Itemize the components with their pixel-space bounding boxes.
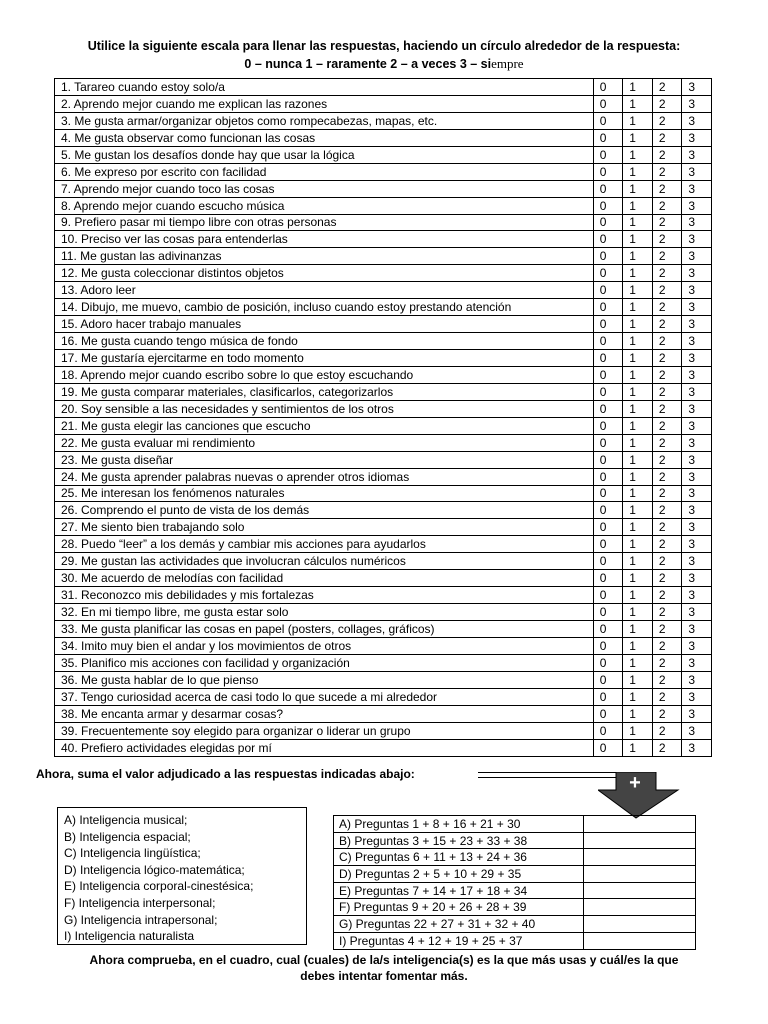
answer-option-0[interactable]: 0: [593, 688, 623, 705]
question-row: [55, 79, 712, 96]
question-text: 5. Me gustan los desafíos donde hay que usar la lógica: [55, 146, 594, 163]
answer-option-3[interactable]: 3: [682, 248, 712, 265]
question-row: [55, 519, 712, 536]
answer-option-3[interactable]: 3: [682, 350, 712, 367]
answer-option-0[interactable]: 0: [593, 350, 623, 367]
answer-option-0[interactable]: 0: [593, 451, 623, 468]
question-text: 37. Tengo curiosidad acerca de casi todo lo que sucede a mi alrededor: [55, 688, 594, 705]
answer-option-0[interactable]: 0: [593, 570, 623, 587]
answer-option-3[interactable]: 3: [682, 282, 712, 299]
answer-option-0[interactable]: 0: [593, 519, 623, 536]
sum-row: [334, 866, 696, 883]
scale-legend-tail: empre: [491, 56, 524, 71]
sum-result-cell[interactable]: [584, 916, 696, 933]
question-row: [55, 705, 712, 722]
answer-option-3[interactable]: 3: [682, 739, 712, 756]
question-text: 4. Me gusta observar como funcionan las cosas: [55, 129, 594, 146]
question-text: 10. Preciso ver las cosas para entenderlas: [55, 231, 594, 248]
question-row: [55, 316, 712, 333]
answer-option-0[interactable]: 0: [593, 214, 623, 231]
answer-option-1[interactable]: 1: [623, 316, 653, 333]
question-row: [55, 383, 712, 400]
sum-formula: A) Preguntas 1 + 8 + 16 + 21 + 30: [334, 816, 584, 833]
question-row: [55, 231, 712, 248]
sums-table: [333, 815, 696, 950]
answer-option-0[interactable]: 0: [593, 587, 623, 604]
answer-option-1[interactable]: 1: [623, 671, 653, 688]
answer-option-3[interactable]: 3: [682, 400, 712, 417]
answer-option-0[interactable]: 0: [593, 231, 623, 248]
scale-legend: [20, 55, 748, 73]
question-row: [55, 333, 712, 350]
sum-formula: B) Preguntas 3 + 15 + 23 + 33 + 38: [334, 832, 584, 849]
question-text: 16. Me gusta cuando tengo música de fondo: [55, 333, 594, 350]
sum-formula: F) Preguntas 9 + 20 + 26 + 28 + 39: [334, 899, 584, 916]
question-text: 31. Reconozco mis debilidades y mis fortalezas: [55, 587, 594, 604]
answer-option-3[interactable]: 3: [682, 95, 712, 112]
answer-option-3[interactable]: 3: [682, 299, 712, 316]
scale-legend-main: 0 – nunca 1 – raramente 2 – a veces 3 – si: [244, 57, 492, 71]
answer-option-3[interactable]: 3: [682, 316, 712, 333]
answer-option-2[interactable]: 2: [652, 366, 682, 383]
answer-option-2[interactable]: 2: [652, 553, 682, 570]
question-row: [55, 587, 712, 604]
answer-option-0[interactable]: 0: [593, 739, 623, 756]
question-text: 3. Me gusta armar/organizar objetos como rompecabezas, mapas, etc.: [55, 112, 594, 129]
answer-option-2[interactable]: 2: [652, 637, 682, 654]
answer-option-1[interactable]: 1: [623, 350, 653, 367]
answer-option-1[interactable]: 1: [623, 129, 653, 146]
question-text: 13. Adoro leer: [55, 282, 594, 299]
answer-option-3[interactable]: 3: [682, 451, 712, 468]
answer-option-2[interactable]: 2: [652, 502, 682, 519]
answer-option-2[interactable]: 2: [652, 383, 682, 400]
question-row: [55, 502, 712, 519]
answer-option-1[interactable]: 1: [623, 587, 653, 604]
question-row: [55, 688, 712, 705]
answer-option-3[interactable]: 3: [682, 722, 712, 739]
question-text: 28. Puedo “leer” a los demás y cambiar mis acciones para ayudarlos: [55, 536, 594, 553]
question-row: [55, 146, 712, 163]
answer-option-1[interactable]: 1: [623, 400, 653, 417]
answer-option-1[interactable]: 1: [623, 180, 653, 197]
questionnaire-table: [54, 78, 712, 757]
answer-option-2[interactable]: 2: [652, 400, 682, 417]
question-text: 36. Me gusta hablar de lo que pienso: [55, 671, 594, 688]
answer-option-0[interactable]: 0: [593, 637, 623, 654]
answer-option-2[interactable]: 2: [652, 316, 682, 333]
question-row: [55, 197, 712, 214]
answer-option-3[interactable]: 3: [682, 654, 712, 671]
question-row: [55, 739, 712, 756]
answer-option-2[interactable]: 2: [652, 214, 682, 231]
answer-option-2[interactable]: 2: [652, 417, 682, 434]
answer-option-3[interactable]: 3: [682, 265, 712, 282]
sum-result-cell[interactable]: [584, 899, 696, 916]
answer-option-0[interactable]: 0: [593, 502, 623, 519]
answer-option-1[interactable]: 1: [623, 366, 653, 383]
question-text: 12. Me gusta coleccionar distintos objetos: [55, 265, 594, 282]
question-text: 6. Me expreso por escrito con facilidad: [55, 163, 594, 180]
answer-option-3[interactable]: 3: [682, 197, 712, 214]
answer-option-3[interactable]: 3: [682, 637, 712, 654]
sum-result-cell[interactable]: [584, 849, 696, 866]
question-text: 33. Me gusta planificar las cosas en papel (posters, collages, gráficos): [55, 621, 594, 638]
question-text: 35. Planifico mis acciones con facilidad y organización: [55, 654, 594, 671]
sum-formula: G) Preguntas 22 + 27 + 31 + 32 + 40: [334, 916, 584, 933]
intelligence-item: C) Inteligencia lingüística;: [64, 846, 201, 861]
answer-option-2[interactable]: 2: [652, 570, 682, 587]
question-text: 9. Prefiero pasar mi tiempo libre con otras personas: [55, 214, 594, 231]
sum-instruction: Ahora, suma el valor adjudicado a las respuestas indicadas abajo:: [36, 767, 415, 781]
sum-row: [334, 932, 696, 949]
answer-option-2[interactable]: 2: [652, 248, 682, 265]
answer-option-1[interactable]: 1: [623, 553, 653, 570]
sum-result-cell[interactable]: [584, 932, 696, 949]
answer-option-2[interactable]: 2: [652, 671, 682, 688]
question-text: 18. Aprendo mejor cuando escribo sobre lo que estoy escuchando: [55, 366, 594, 383]
answer-option-0[interactable]: 0: [593, 417, 623, 434]
question-text: 25. Me interesan los fenómenos naturales: [55, 485, 594, 502]
sum-row: [334, 899, 696, 916]
answer-option-0[interactable]: 0: [593, 383, 623, 400]
question-row: [55, 163, 712, 180]
closing-line-2: debes intentar fomentar más.: [300, 969, 468, 983]
answer-option-0[interactable]: 0: [593, 485, 623, 502]
question-row: [55, 671, 712, 688]
closing-line-1: Ahora comprueba, en el cuadro, cual (cuales) de la/s inteligencia(s) es la que más usas y cuál/es la que: [89, 953, 679, 967]
answer-option-3[interactable]: 3: [682, 366, 712, 383]
answer-option-1[interactable]: 1: [623, 333, 653, 350]
answer-option-0[interactable]: 0: [593, 400, 623, 417]
question-row: [55, 95, 712, 112]
answer-option-1[interactable]: 1: [623, 536, 653, 553]
answer-option-2[interactable]: 2: [652, 485, 682, 502]
question-row: [55, 112, 712, 129]
answer-option-1[interactable]: 1: [623, 214, 653, 231]
answer-option-0[interactable]: 0: [593, 112, 623, 129]
question-text: 34. Imito muy bien el andar y los movimientos de otros: [55, 637, 594, 654]
answer-option-3[interactable]: 3: [682, 553, 712, 570]
answer-option-3[interactable]: 3: [682, 502, 712, 519]
question-text: 26. Comprendo el punto de vista de los demás: [55, 502, 594, 519]
question-row: [55, 468, 712, 485]
answer-option-2[interactable]: 2: [652, 350, 682, 367]
question-text: 39. Frecuentemente soy elegido para organizar o liderar un grupo: [55, 722, 594, 739]
question-row: [55, 434, 712, 451]
question-text: 1. Tarareo cuando estoy solo/a: [55, 79, 594, 96]
answer-option-1[interactable]: 1: [623, 451, 653, 468]
answer-option-3[interactable]: 3: [682, 163, 712, 180]
answer-option-3[interactable]: 3: [682, 604, 712, 621]
question-row: [55, 129, 712, 146]
answer-option-3[interactable]: 3: [682, 417, 712, 434]
answer-option-1[interactable]: 1: [623, 654, 653, 671]
answer-option-1[interactable]: 1: [623, 722, 653, 739]
answer-option-2[interactable]: 2: [652, 231, 682, 248]
question-text: 38. Me encanta armar y desarmar cosas?: [55, 705, 594, 722]
answer-option-2[interactable]: 2: [652, 95, 682, 112]
sum-result-cell[interactable]: [584, 882, 696, 899]
question-text: 17. Me gustaría ejercitarme en todo momento: [55, 350, 594, 367]
intelligence-item: G) Inteligencia intrapersonal;: [64, 912, 218, 927]
answer-option-2[interactable]: 2: [652, 451, 682, 468]
answer-option-0[interactable]: 0: [593, 180, 623, 197]
answer-option-3[interactable]: 3: [682, 688, 712, 705]
answer-option-1[interactable]: 1: [623, 231, 653, 248]
sum-row: [334, 816, 696, 833]
answer-option-1[interactable]: 1: [623, 621, 653, 638]
question-text: 27. Me siento bien trabajando solo: [55, 519, 594, 536]
answer-option-0[interactable]: 0: [593, 621, 623, 638]
answer-option-1[interactable]: 1: [623, 163, 653, 180]
question-row: [55, 637, 712, 654]
sum-row: [334, 882, 696, 899]
answer-option-0[interactable]: 0: [593, 366, 623, 383]
question-row: [55, 451, 712, 468]
answer-option-0[interactable]: 0: [593, 265, 623, 282]
answer-option-0[interactable]: 0: [593, 553, 623, 570]
question-text: 22. Me gusta evaluar mi rendimiento: [55, 434, 594, 451]
answer-option-0[interactable]: 0: [593, 146, 623, 163]
question-row: [55, 299, 712, 316]
answer-option-3[interactable]: 3: [682, 570, 712, 587]
sum-row: [334, 849, 696, 866]
answer-option-1[interactable]: 1: [623, 146, 653, 163]
answer-option-2[interactable]: 2: [652, 705, 682, 722]
question-row: [55, 400, 712, 417]
answer-option-0[interactable]: 0: [593, 316, 623, 333]
answer-option-1[interactable]: 1: [623, 197, 653, 214]
intelligence-item: B) Inteligencia espacial;: [64, 829, 191, 844]
answer-option-1[interactable]: 1: [623, 637, 653, 654]
sum-result-cell[interactable]: [584, 816, 696, 833]
question-text: 21. Me gusta elegir las canciones que escucho: [55, 417, 594, 434]
intelligence-item: F) Inteligencia interpersonal;: [64, 895, 216, 910]
sum-formula: C) Preguntas 6 + 11 + 13 + 24 + 36: [334, 849, 584, 866]
answer-option-0[interactable]: 0: [593, 434, 623, 451]
question-text: 20. Soy sensible a las necesidades y sentimientos de los otros: [55, 400, 594, 417]
answer-option-3[interactable]: 3: [682, 214, 712, 231]
intelligence-item: E) Inteligencia corporal-cinestésica;: [64, 879, 254, 894]
answer-option-0[interactable]: 0: [593, 282, 623, 299]
answer-option-3[interactable]: 3: [682, 79, 712, 96]
answer-option-2[interactable]: 2: [652, 79, 682, 96]
question-row: [55, 282, 712, 299]
question-row: [55, 214, 712, 231]
question-row: [55, 536, 712, 553]
answer-option-1[interactable]: 1: [623, 383, 653, 400]
answer-option-0[interactable]: 0: [593, 129, 623, 146]
sum-result-cell[interactable]: [584, 866, 696, 883]
answer-option-2[interactable]: 2: [652, 265, 682, 282]
answer-option-2[interactable]: 2: [652, 688, 682, 705]
answer-option-3[interactable]: 3: [682, 705, 712, 722]
answer-option-3[interactable]: 3: [682, 536, 712, 553]
question-row: [55, 621, 712, 638]
answer-option-0[interactable]: 0: [593, 722, 623, 739]
answer-option-0[interactable]: 0: [593, 536, 623, 553]
answer-option-3[interactable]: 3: [682, 129, 712, 146]
answer-option-1[interactable]: 1: [623, 434, 653, 451]
question-row: [55, 366, 712, 383]
question-row: [55, 722, 712, 739]
answer-option-3[interactable]: 3: [682, 146, 712, 163]
question-row: [55, 604, 712, 621]
answer-option-2[interactable]: 2: [652, 519, 682, 536]
answer-option-1[interactable]: 1: [623, 502, 653, 519]
answer-option-0[interactable]: 0: [593, 197, 623, 214]
question-row: [55, 350, 712, 367]
intelligence-item: I) Inteligencia naturalista: [64, 929, 195, 944]
question-text: 32. En mi tiempo libre, me gusta estar solo: [55, 604, 594, 621]
answer-option-3[interactable]: 3: [682, 485, 712, 502]
answer-option-3[interactable]: 3: [682, 621, 712, 638]
down-arrow-icon: [598, 772, 680, 820]
answer-option-2[interactable]: 2: [652, 604, 682, 621]
answer-option-1[interactable]: 1: [623, 570, 653, 587]
answer-option-3[interactable]: 3: [682, 519, 712, 536]
answer-option-3[interactable]: 3: [682, 112, 712, 129]
answer-option-2[interactable]: 2: [652, 146, 682, 163]
answer-option-1[interactable]: 1: [623, 79, 653, 96]
answer-option-0[interactable]: 0: [593, 299, 623, 316]
sum-row: [334, 832, 696, 849]
answer-option-0[interactable]: 0: [593, 468, 623, 485]
question-row: [55, 570, 712, 587]
question-text: 8. Aprendo mejor cuando escucho música: [55, 197, 594, 214]
answer-option-0[interactable]: 0: [593, 333, 623, 350]
answer-option-2[interactable]: 2: [652, 129, 682, 146]
answer-option-1[interactable]: 1: [623, 417, 653, 434]
answer-option-3[interactable]: 3: [682, 468, 712, 485]
answer-option-2[interactable]: 2: [652, 197, 682, 214]
question-row: [55, 553, 712, 570]
question-row: [55, 248, 712, 265]
answer-option-0[interactable]: 0: [593, 79, 623, 96]
answer-option-1[interactable]: 1: [623, 282, 653, 299]
answer-option-2[interactable]: 2: [652, 654, 682, 671]
answer-option-2[interactable]: 2: [652, 722, 682, 739]
answer-option-1[interactable]: 1: [623, 705, 653, 722]
question-text: 24. Me gusta aprender palabras nuevas o aprender otros idiomas: [55, 468, 594, 485]
question-text: 15. Adoro hacer trabajo manuales: [55, 316, 594, 333]
question-row: [55, 485, 712, 502]
sum-formula: D) Preguntas 2 + 5 + 10 + 29 + 35: [334, 866, 584, 883]
answer-option-2[interactable]: 2: [652, 434, 682, 451]
intelligence-item: D) Inteligencia lógico-matemática;: [64, 862, 245, 877]
answer-option-1[interactable]: 1: [623, 299, 653, 316]
question-row: [55, 265, 712, 282]
answer-option-3[interactable]: 3: [682, 231, 712, 248]
question-text: 30. Me acuerdo de melodías con facilidad: [55, 570, 594, 587]
question-text: 14. Dibujo, me muevo, cambio de posición, incluso cuando estoy prestando atención: [55, 299, 594, 316]
question-text: 40. Prefiero actividades elegidas por mí: [55, 739, 594, 756]
question-text: 11. Me gustan las adivinanzas: [55, 248, 594, 265]
question-text: 2. Aprendo mejor cuando me explican las razones: [55, 95, 594, 112]
question-row: [55, 654, 712, 671]
question-row: [55, 180, 712, 197]
sum-formula: I) Preguntas 4 + 12 + 19 + 25 + 37: [334, 932, 584, 949]
answer-option-1[interactable]: 1: [623, 739, 653, 756]
answer-option-3[interactable]: 3: [682, 434, 712, 451]
closing-instruction: [20, 952, 748, 984]
answer-option-2[interactable]: 2: [652, 112, 682, 129]
question-text: 29. Me gustan las actividades que involucran cálculos numéricos: [55, 553, 594, 570]
answer-option-1[interactable]: 1: [623, 604, 653, 621]
answer-option-0[interactable]: 0: [593, 705, 623, 722]
answer-option-1[interactable]: 1: [623, 485, 653, 502]
answer-option-0[interactable]: 0: [593, 248, 623, 265]
answer-option-3[interactable]: 3: [682, 333, 712, 350]
answer-option-0[interactable]: 0: [593, 95, 623, 112]
answer-option-1[interactable]: 1: [623, 95, 653, 112]
answer-option-3[interactable]: 3: [682, 671, 712, 688]
answer-option-2[interactable]: 2: [652, 587, 682, 604]
answer-option-1[interactable]: 1: [623, 265, 653, 282]
answer-option-2[interactable]: 2: [652, 282, 682, 299]
answer-option-3[interactable]: 3: [682, 383, 712, 400]
answer-option-2[interactable]: 2: [652, 333, 682, 350]
question-text: 19. Me gusta comparar materiales, clasificarlos, categorizarlos: [55, 383, 594, 400]
plus-symbol: +: [629, 772, 641, 794]
answer-option-1[interactable]: 1: [623, 688, 653, 705]
intelligence-item: A) Inteligencia musical;: [64, 813, 188, 827]
answer-option-1[interactable]: 1: [623, 519, 653, 536]
answer-option-1[interactable]: 1: [623, 248, 653, 265]
answer-option-1[interactable]: 1: [623, 468, 653, 485]
answer-option-1[interactable]: 1: [623, 112, 653, 129]
answer-option-3[interactable]: 3: [682, 587, 712, 604]
question-row: [55, 417, 712, 434]
answer-option-2[interactable]: 2: [652, 739, 682, 756]
answer-option-2[interactable]: 2: [652, 299, 682, 316]
answer-option-2[interactable]: 2: [652, 621, 682, 638]
question-text: 23. Me gusta diseñar: [55, 451, 594, 468]
sum-formula: E) Preguntas 7 + 14 + 17 + 18 + 34: [334, 882, 584, 899]
answer-option-0[interactable]: 0: [593, 654, 623, 671]
answer-option-2[interactable]: 2: [652, 180, 682, 197]
sum-result-cell[interactable]: [584, 832, 696, 849]
answer-option-2[interactable]: 2: [652, 468, 682, 485]
answer-option-2[interactable]: 2: [652, 536, 682, 553]
question-text: 7. Aprendo mejor cuando toco las cosas: [55, 180, 594, 197]
sum-row: [334, 916, 696, 933]
answer-option-0[interactable]: 0: [593, 163, 623, 180]
answer-option-0[interactable]: 0: [593, 671, 623, 688]
answer-option-0[interactable]: 0: [593, 604, 623, 621]
instructions-heading: Utilice la siguiente escala para llenar las respuestas, haciendo un círculo alrededor de la respuesta:: [87, 39, 681, 53]
answer-option-3[interactable]: 3: [682, 180, 712, 197]
answer-option-2[interactable]: 2: [652, 163, 682, 180]
intelligence-legend: [57, 807, 307, 945]
